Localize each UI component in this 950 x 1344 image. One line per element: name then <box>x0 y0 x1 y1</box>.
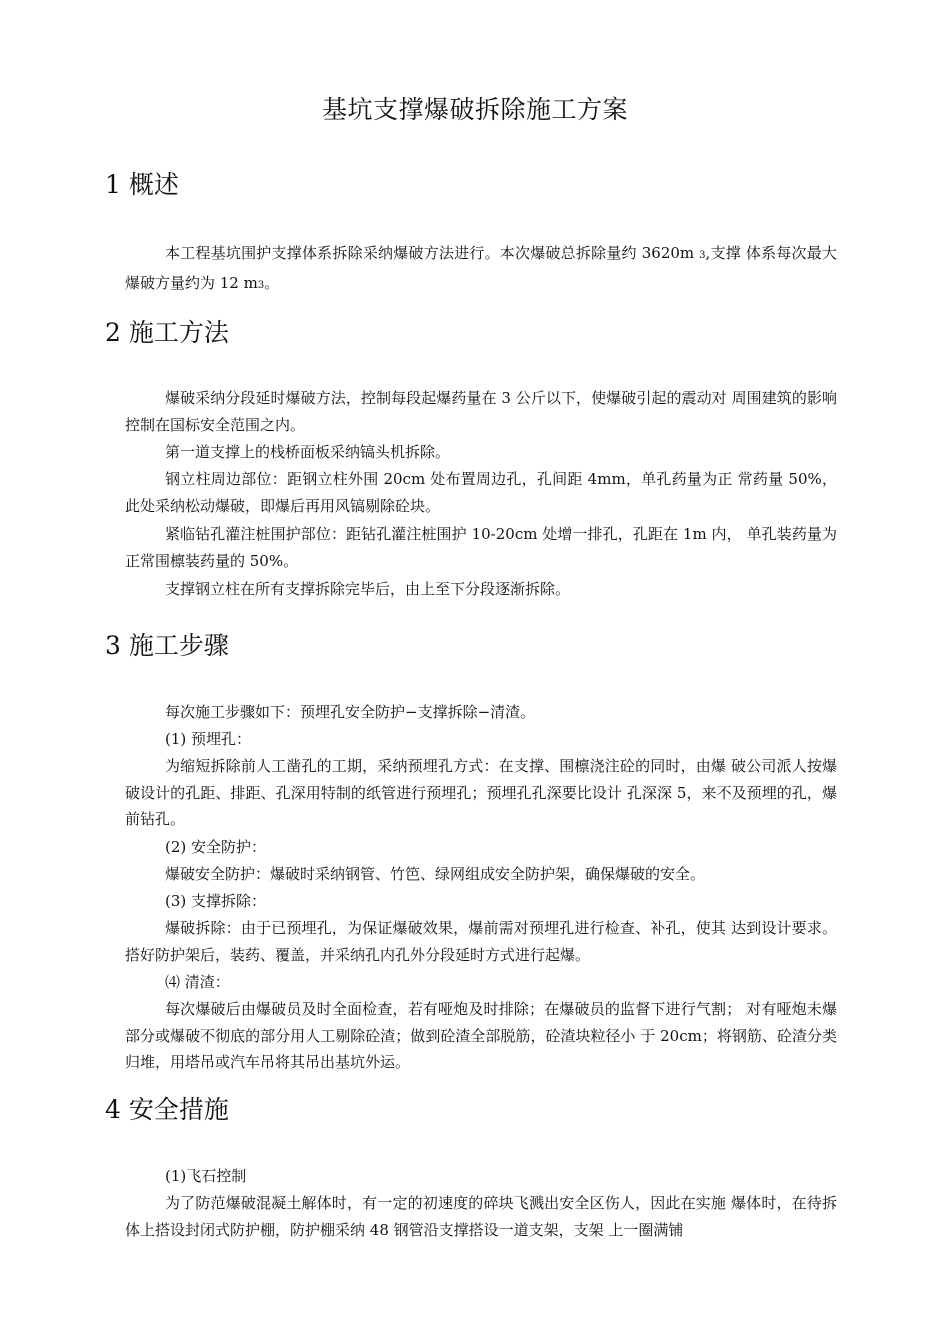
paragraph-overview-text-b: ,支撑 体系每次最大爆破方量约为 12 m <box>125 244 837 292</box>
section-heading-method: 2 施工方法 <box>105 318 229 347</box>
paragraph-overview <box>125 240 837 299</box>
paragraph-step-2: 爆破安全防护：爆破时采纳钢管、竹笆、绿网组成安全防护架，确保爆破的安全。 <box>165 865 706 883</box>
section-heading-safety: 4 安全措施 <box>105 1095 229 1124</box>
document-title: 基坑支撑爆破拆除施工方案 <box>321 95 628 124</box>
paragraph-method-4: 紧临钻孔灌注桩围护部位：距钻孔灌注桩围护 10-20cm 处增一排孔，孔距在 1m 内， 单孔装药量为正常围檩装药量的 50%。 <box>125 525 837 570</box>
paragraph-method-3: 钢立柱周边部位：距钢立柱外围 20cm 处布置周边孔，孔间距 4mm，单孔药量为正 常药量 50%，此处采纳松动爆破，即爆后再用风镐剔除砼块。 <box>125 470 837 515</box>
paragraph-steps-intro: 每次施工步骤如下：预埋孔安全防护−支撑拆除−清渣。 <box>165 703 536 721</box>
unit-subscript: 3 <box>699 250 706 261</box>
paragraph-method-2: 第一道支撑上的栈桥面板采纳镐头机拆除。 <box>165 443 451 461</box>
step-2-label: (2) 安全防护： <box>165 838 267 856</box>
paragraph-safety-1: 为了防范爆破混凝土解体时，有一定的初速度的碎块飞溅出安全区伤人，因此在实施 爆体时，在待拆体上搭设封闭式防护棚，防护棚采纳 48 钢管沿支撑搭设一道支架，支架 上一圈满铺 <box>125 1194 837 1239</box>
section-heading-steps: 3 施工步骤 <box>105 631 229 660</box>
paragraph-overview-text-c: 。 <box>264 273 280 292</box>
paragraph-method-1: 爆破采纳分段延时爆破方法，控制每段起爆药量在 3 公斤以下，使爆破引起的震动对 周围建筑的影响控制在国标安全范围之内。 <box>125 389 837 434</box>
paragraph-step-3: 爆破拆除：由于已预埋孔，为保证爆破效果，爆前需对预埋孔进行检查、补孔，使其 达到设计要求。搭好防护架后，装药、覆盖，并采纳孔内孔外分段延时方式进行起爆。 <box>125 919 837 964</box>
paragraph-step-4: 每次爆破后由爆破员及时全面检查，若有哑炮及时排除；在爆破员的监督下进行气割； 对有哑炮未爆部分或爆破不彻底的部分用人工剔除砼渣；做到砼渣全部脱筋，砼渣块粒径小 于 20cm；将钢筋、砼渣分类归堆，用塔吊或汽车吊将其吊出基坑外运。 <box>125 1000 837 1071</box>
step-4-label: ⑷ 清渣： <box>165 973 230 991</box>
step-1-label: (1) 预埋孔： <box>165 730 252 748</box>
paragraph-step-1: 为缩短拆除前人工凿孔的工期，采纳预埋孔方式：在支撑、围檩浇注砼的同时，由爆 破公司派人按爆破设计的孔距、排距、孔深用特制的纸管进行预埋孔；预埋孔孔深要比设计 孔深深 5，来不及预埋的孔，爆前钻孔。 <box>125 757 837 828</box>
paragraph-overview-text-a: 本工程基坑围护支撑体系拆除采纳爆破方法进行。本次爆破总拆除量约 3620m <box>165 244 700 262</box>
safety-1-label: (1)飞石控制 <box>165 1167 247 1185</box>
section-heading-overview: 1 概述 <box>105 170 179 199</box>
paragraph-method-5: 支撑钢立柱在所有支撑拆除完毕后，由上至下分段逐渐拆除。 <box>165 580 571 598</box>
step-3-label: (3) 支撑拆除： <box>165 892 267 910</box>
unit-subscript: 3 <box>257 279 265 291</box>
